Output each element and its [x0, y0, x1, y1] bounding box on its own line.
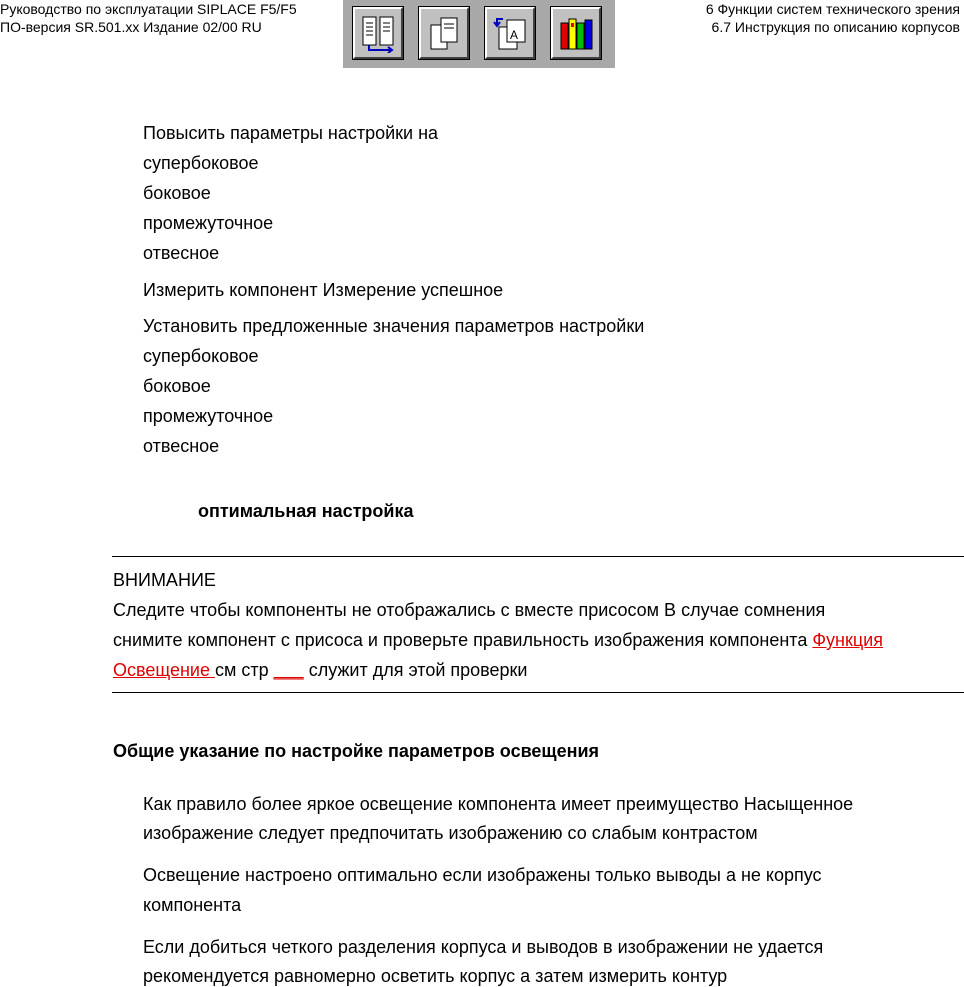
list2-item-2: боковое [143, 376, 211, 396]
list1-item-1: супербоковое [143, 153, 259, 173]
p1-line-1: Как правило более яркое освещение компонента имеет преимущество Насыщенное [143, 794, 854, 814]
list1-item-4: отвесное [143, 243, 220, 263]
contents-icon [361, 15, 397, 53]
list1-item-2: боковое [143, 183, 211, 203]
p1-line-2: изображение следует предпочитать изображению со слабым контрастом [143, 823, 758, 843]
page-button[interactable] [419, 7, 469, 59]
manual-title: Руководство по эксплуатации SIPLACE F5/F5 [0, 1, 297, 17]
list2-item-4: отвесное [143, 436, 220, 456]
notice-line-1: Следите чтобы компоненты не отображались с вместе присосом В случае сомнения [113, 600, 826, 620]
header-right [706, 0, 960, 36]
notice-line-3-end: служит для этой проверки [303, 660, 528, 680]
measure-text: Измерить компонент Измерение успешное [143, 280, 504, 300]
section-title: 6.7 Инструкция по описанию корпусов [711, 19, 960, 35]
raise-params-text: Повысить параметры настройки на [143, 123, 439, 143]
notice-title: ВНИМАНИЕ [113, 570, 216, 590]
page-number-blank: ___ [273, 660, 304, 680]
lighting-function-link-part1[interactable]: Функция [812, 630, 883, 650]
library-books-icon [559, 15, 595, 53]
chapter-title: 6 Функции систем технического зрения [705, 1, 960, 17]
page-back-icon [493, 15, 529, 53]
list1-item-3: промежуточное [143, 213, 274, 233]
optimal-setting-label: оптимальная настройка [198, 501, 414, 521]
list2-item-3: промежуточное [143, 406, 274, 426]
notice-line-3 [113, 659, 527, 681]
back-button[interactable] [485, 7, 535, 59]
set-proposed-text: Установить предложенные значения параметров настройки [143, 316, 645, 336]
notice-line-2-text: снимите компонент с присоса и проверьте правильность изображения компонента [113, 630, 808, 650]
list2-item-1: супербоковое [143, 346, 259, 366]
lighting-function-link-part2[interactable]: Освещение [113, 660, 215, 680]
library-button[interactable] [551, 7, 601, 59]
notice-bottom-rule [112, 692, 964, 693]
p3-line-1: Если добиться четкого разделения корпуса и выводов в изображении не удается [143, 937, 824, 957]
header-left [0, 0, 297, 36]
software-version: ПО-версия SR.501.xx Издание 02/00 RU [0, 19, 262, 35]
p2-line-2: компонента [143, 895, 242, 915]
contents-button[interactable] [353, 7, 403, 59]
notice-line-2 [113, 629, 883, 651]
section-heading: Общие указание по настройке параметров освещения [113, 741, 600, 761]
see-page-text: см стр [215, 660, 274, 680]
p3-line-2: рекомендуется равномерно осветить корпус а затем измерить контур [143, 966, 728, 986]
notice-top-rule [112, 556, 964, 557]
navigation-toolbar [343, 0, 615, 68]
page-icon [427, 15, 463, 53]
svg-text:A: A [510, 28, 519, 42]
p2-line-1: Освещение настроено оптимально если изображены только выводы а не корпус [143, 865, 822, 885]
